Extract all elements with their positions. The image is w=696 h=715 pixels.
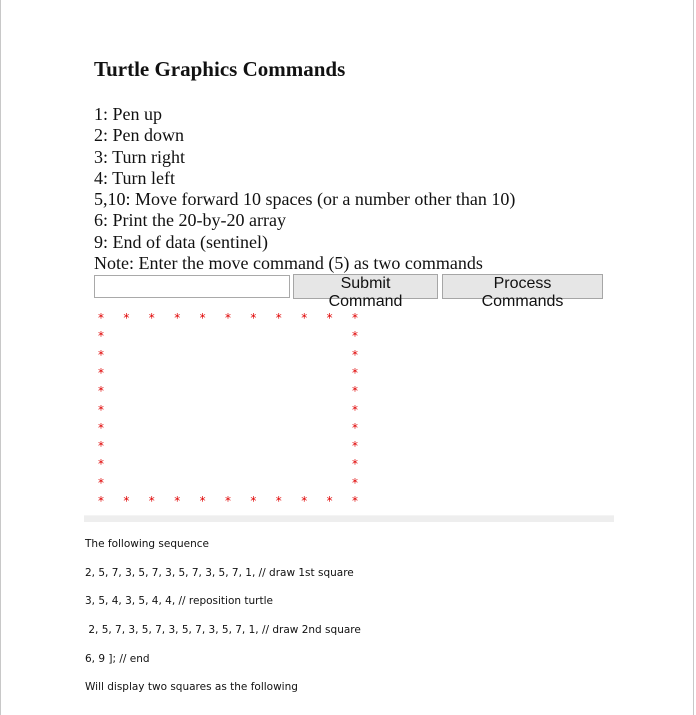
note-line: 2, 5, 7, 3, 5, 7, 3, 5, 7, 3, 5, 7, 1, // draw 2nd square xyxy=(85,624,361,637)
grid-cell-mark: * xyxy=(97,402,105,417)
command-list xyxy=(94,104,515,274)
command-item: 1: Pen up xyxy=(94,104,163,124)
grid-cell-mark: * xyxy=(97,457,105,472)
command-item: 5,10: Move forward 10 spaces (or a number other than 10) xyxy=(94,189,516,210)
grid-cell-mark: * xyxy=(97,347,105,362)
turtle-output-grid xyxy=(95,312,375,512)
grid-cell-mark: * xyxy=(249,311,257,325)
command-item: 6: Print the 20-by-20 array xyxy=(94,210,286,231)
grid-cell-mark: * xyxy=(351,311,359,325)
note-line: 3, 5, 4, 3, 5, 4, 4, // reposition turtle xyxy=(85,595,273,608)
command-item: 3: Turn right xyxy=(94,146,186,167)
grid-cell-mark: * xyxy=(97,329,105,344)
grid-cell-mark: * xyxy=(173,494,181,508)
page-title: Turtle Graphics Commands xyxy=(94,57,346,81)
note-line: Will display two squares as the following xyxy=(85,681,298,694)
grid-cell-mark: * xyxy=(351,365,359,380)
grid-cell-mark: * xyxy=(351,384,359,399)
grid-cell-mark: * xyxy=(351,457,359,472)
grid-cell-mark: * xyxy=(148,311,156,325)
command-input[interactable] xyxy=(94,275,290,298)
grid-cell-mark: * xyxy=(224,311,232,325)
grid-cell-mark: * xyxy=(275,311,283,325)
grid-cell-mark: * xyxy=(351,329,359,344)
command-note: Note: Enter the move command (5) as two commands xyxy=(94,253,483,274)
grid-cell-mark: * xyxy=(198,494,207,508)
section-divider xyxy=(84,515,614,522)
grid-cell-mark: * xyxy=(300,494,308,508)
grid-cell-mark: * xyxy=(224,494,232,508)
grid-cell-mark: * xyxy=(351,475,359,490)
grid-cell-mark: * xyxy=(97,475,105,490)
grid-cell-mark: * xyxy=(97,311,105,325)
grid-cell-mark: * xyxy=(173,311,181,325)
grid-cell-mark: * xyxy=(97,365,105,380)
grid-cell-mark: * xyxy=(97,420,105,435)
grid-cell-mark: * xyxy=(351,420,359,435)
grid-cell-mark: * xyxy=(275,494,283,508)
grid-cell-mark: * xyxy=(122,494,130,508)
grid-cell-mark: * xyxy=(351,494,359,508)
grid-cell-mark: * xyxy=(97,494,105,508)
note-line: 6, 9 ]; // end xyxy=(85,652,150,665)
note-line: The following sequence xyxy=(85,538,210,550)
grid-cell-mark: * xyxy=(148,494,156,508)
grid-cell-mark: * xyxy=(300,311,308,325)
command-item: 2: Pen down xyxy=(94,125,184,146)
grid-cell-mark: * xyxy=(198,311,207,325)
grid-cell-mark: * xyxy=(122,311,130,325)
submit-command-button[interactable]: Submit Command xyxy=(293,274,438,299)
example-notes xyxy=(85,537,361,709)
grid-cell-mark: * xyxy=(351,347,359,362)
note-line: 2, 5, 7, 3, 5, 7, 3, 5, 7, 3, 5, 7, 1, // draw 1st square xyxy=(85,566,354,579)
grid-cell-mark: * xyxy=(325,494,334,508)
grid-cell-mark: * xyxy=(351,439,359,454)
grid-cell-mark: * xyxy=(97,384,105,399)
command-item: 4: Turn left xyxy=(94,167,176,188)
grid-cell-mark: * xyxy=(249,494,257,508)
grid-cell-mark: * xyxy=(351,402,359,417)
grid-cell-mark: * xyxy=(325,311,334,325)
command-item: 9: End of data (sentinel) xyxy=(94,231,268,252)
grid-cell-mark: * xyxy=(97,439,105,454)
process-commands-button[interactable]: Process Commands xyxy=(442,274,603,299)
